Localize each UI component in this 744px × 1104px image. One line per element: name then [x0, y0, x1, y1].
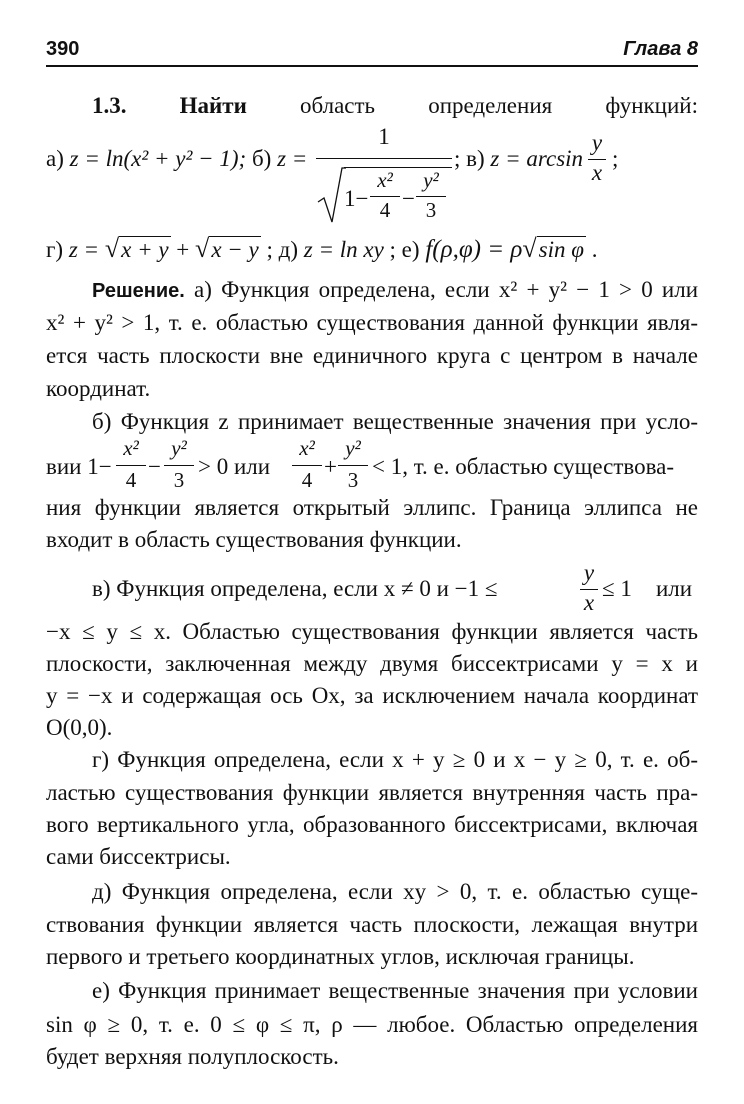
solution-a-text1: а) Функция определена, если x² + y² − 1 > 0 или: [194, 277, 699, 302]
solution-v-frac-den: x: [583, 590, 595, 615]
item-v-lhs: z = arcsin: [490, 146, 584, 171]
item-v-y: y: [591, 130, 603, 155]
item-g-root2: x − y: [211, 237, 259, 262]
sqrt-sign-icon: [316, 166, 346, 226]
item-b-den4: 4: [379, 198, 391, 222]
solution-v-line1-start: в) Функция определена, если x ≠ 0 и −1 ≤: [92, 576, 498, 601]
item-e-lhs: f(ρ,φ) = ρ: [425, 236, 523, 263]
solution-e-line3: будет верхняя полуплоскость.: [46, 1044, 339, 1069]
solution-g-line2: ластью существования функции является внутренняя часть пра-: [46, 780, 698, 805]
solution-b-line1: б) Функция z принимает вещественные значения при усло-: [92, 409, 698, 434]
solution-b-frac3-bar: [292, 465, 322, 466]
solution-v-line2: −x ≤ y ≤ x. Областью существования функции является часть: [46, 619, 698, 644]
solution-b-frac4-den: 3: [347, 468, 359, 492]
solution-b-frac2-num: y²: [171, 436, 187, 460]
item-b-frac2-bar: [416, 196, 446, 197]
solution-b-frac2-bar: [164, 465, 194, 466]
problem-word-4: функций:: [605, 93, 698, 118]
solution-b-frac1-num: x²: [123, 436, 139, 460]
item-v-x: x: [591, 160, 603, 185]
solution-e-line2: sin φ ≥ 0, т. е. 0 ≤ φ ≤ π, ρ — любое. Областью определения: [46, 1012, 698, 1037]
solution-d-line2: ствования функции является часть плоскости, лежащая внутри: [46, 912, 698, 937]
solution-b-line3: ния функции является открытый эллипс. Граница эллипса не: [46, 495, 698, 520]
item-a-label: а): [46, 146, 64, 171]
item-v: [454, 146, 583, 172]
solution-b-end: < 1, т. е. областью существова-: [372, 454, 675, 479]
item-g-label: г): [46, 237, 64, 262]
solution-b-line2-start: вии 1−: [46, 454, 112, 479]
item-b-frac1-bar: [370, 196, 400, 197]
solution-g-line1: г) Функция определена, если x + y ≥ 0 и x − y ≥ 0, т. е. об-: [92, 747, 698, 772]
problem-title: [92, 92, 698, 120]
problem-word-3: определения: [428, 93, 553, 118]
solution-a-line2: x² + y² > 1, т. е. областью существования данной функции явля-: [46, 310, 698, 335]
item-v-end: ;: [612, 146, 619, 171]
solution-b-frac1-den: 4: [125, 468, 137, 492]
solution-v-line5: O(0,0).: [46, 715, 113, 740]
solution-g-line3: вого вертикального угла, образованного биссектрисами, включая: [46, 812, 698, 837]
problem-number: 1.3.: [92, 93, 127, 118]
page-number: 390: [46, 38, 80, 60]
item-d-label: ; д): [266, 237, 299, 262]
item-b-root-one: 1−: [344, 186, 369, 211]
solution-a-line3: ется часть плоскости вне единичного круга с центром в начале: [46, 343, 698, 368]
solution-b-mid: > 0 или: [198, 454, 271, 479]
item-v-label: ; в): [454, 146, 485, 171]
problem-word-1: Найти: [179, 93, 247, 118]
solution-v-line4: y = −x и содержащая ось Ox, за исключением начала координат: [46, 683, 698, 708]
item-e-end: .: [591, 237, 598, 262]
item-g-lhs: z =: [68, 237, 100, 262]
solution-d-line3: первого и третьего координатных углов, исключая границы.: [46, 944, 635, 969]
item-b-lhs: z =: [277, 146, 308, 171]
item-g-plus: +: [176, 237, 190, 262]
solution-b-frac4-num: y²: [345, 436, 361, 460]
page-header: [46, 38, 698, 68]
chapter-title: Глава 8: [623, 38, 698, 60]
problem-word-2: область: [299, 93, 376, 118]
sqrt-icon: √: [195, 234, 210, 263]
solution-a-line4: координат.: [46, 376, 151, 401]
header-rule: [46, 65, 698, 67]
sqrt-icon: √: [522, 234, 537, 263]
item-b-numerator: 1: [378, 124, 390, 149]
item-e-root: sin φ: [538, 237, 584, 262]
sqrt-icon: √: [104, 234, 120, 263]
solution-b-frac3-den: 4: [301, 468, 313, 492]
solution-g-line4: сами биссектрисы.: [46, 844, 231, 869]
item-g-root1: x + y: [121, 237, 169, 262]
item-b-minus: −: [402, 186, 415, 211]
item-b-x2: x²: [377, 168, 393, 192]
solution-v-frac-num: y: [583, 560, 595, 585]
solution-b-minus: −: [148, 454, 161, 479]
solution-b-frac4-bar: [338, 465, 368, 466]
solution-b-frac2-den: 3: [173, 468, 185, 492]
item-b-den3: 3: [425, 198, 437, 222]
solution-v-line1-end: ≤ 1: [602, 576, 632, 601]
item-a: [46, 146, 307, 172]
solution-e-line1: е) Функция принимает вещественные значения при условии: [92, 978, 698, 1003]
solution-v-line1-or: или: [656, 576, 693, 601]
solution-b-frac1-bar: [116, 465, 146, 466]
item-b-label: б): [251, 146, 272, 171]
solution-v-line3: плоскости, заключенная между двумя биссектрисами y = x и: [46, 651, 698, 676]
item-e-label: ; е): [389, 237, 420, 262]
solution-heading: Решение.: [92, 280, 185, 302]
item-b-fraction-bar: [316, 158, 452, 159]
item-d-formula: z = ln xy: [303, 237, 384, 262]
item-b-y2: y²: [423, 168, 439, 192]
solution-b-frac3-num: x²: [299, 436, 315, 460]
solution-a-line1: [92, 276, 698, 305]
items-g-d-e: [46, 234, 597, 264]
solution-d-line1: д) Функция определена, если xy > 0, т. е. областью суще-: [92, 879, 698, 904]
item-a-formula: z = ln(x² + y² − 1);: [69, 146, 247, 171]
solution-b-plus: +: [324, 454, 337, 479]
solution-b-line4: входит в область существования функции.: [46, 527, 462, 552]
